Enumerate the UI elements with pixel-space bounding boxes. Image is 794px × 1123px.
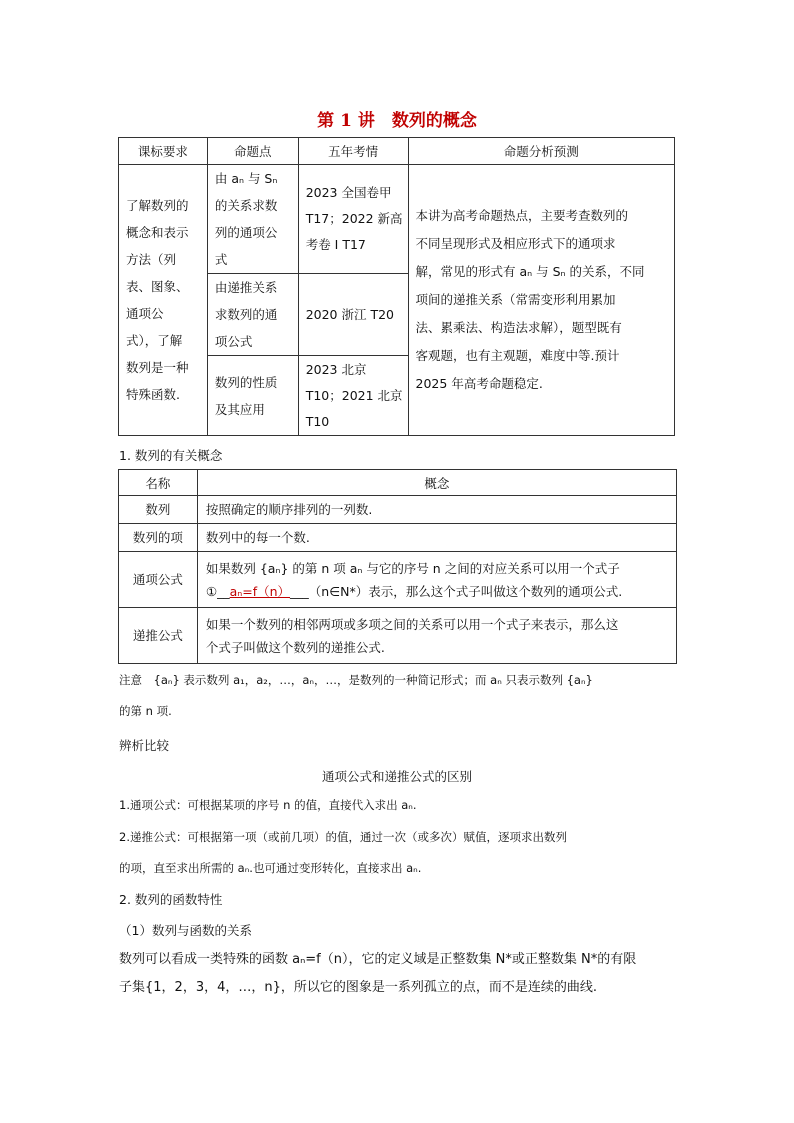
compare-item: 1.通项公式：可根据某项的序号 n 的值，直接代入求出 aₙ. [119, 798, 417, 812]
header-concept: 概念 [197, 470, 676, 496]
paragraph: 数列可以看成一类特殊的函数 aₙ=f（n），它的定义域是正整数集 N*或正整数集 N*的有限 子集{1，2，3，4，…，n}，所以它的图象是一系列孤立的点，而不是连续的曲线. [119, 952, 637, 995]
header-name: 名称 [119, 470, 198, 496]
point-cell-3: 数列的性质 及其应用 [207, 356, 298, 436]
compare-title: 通项公式和递推公式的区别 [321, 769, 472, 784]
header-requirement: 课标要求 [119, 138, 208, 165]
concept-text: 按照确定的顺序排列的一列数. [197, 496, 676, 524]
compare-item: 2.递推公式：可根据第一项（或前几项）的值，通过一次（或多次）赋值，逐项求出数列 [119, 830, 567, 844]
concept-text: 如果一个数列的相邻两项或多项之间的关系可以用一个式子来表示，那么这 个式子叫做这个数列的递推公式. [197, 608, 676, 664]
exam-cell-3: 2023 北京 T10；2021 北京 T10 [298, 356, 408, 436]
section-heading-1: 1. 数列的有关概念 [119, 448, 223, 463]
subsection-heading: （1）数列与函数的关系 [119, 923, 252, 938]
concept-name: 递推公式 [119, 608, 198, 664]
section-heading-2: 2. 数列的函数特性 [119, 892, 223, 907]
exam-cell-1: 2023 全国卷甲 T17；2022 新高 考卷 I T17 [298, 165, 408, 274]
concept-table [118, 469, 677, 664]
answer-blank: aₙ=f（n） [229, 583, 291, 599]
page-title: 第 1 讲 数列的概念 [317, 111, 477, 131]
requirement-cell: 了解数列的 概念和表示 方法（列 表、图象、 通项公 式），了解 数列是一种 特殊函数. [119, 165, 208, 436]
analysis-cell: 本讲为高考命题热点，主要考查数列的 不同呈现形式及相应形式下的通项求 解，常见的形式有 aₙ 与 Sₙ 的关系，不同 项间的递推关系（常需变形利用累加 法、累乘法、构造法求解），题型既有 客观题，也有主观题，难度中等.预计 2025 年高考命题稳定. [408, 165, 674, 436]
header-point: 命题点 [207, 138, 298, 165]
concept-name: 通项公式 [119, 552, 198, 608]
exam-cell-2: 2020 浙江 T20 [298, 274, 408, 356]
point-cell-2: 由递推关系 求数列的通 项公式 [207, 274, 298, 356]
concept-text: 数列中的每一个数. [197, 524, 676, 552]
compare-label: 辨析比较 [119, 738, 170, 753]
concept-name: 数列的项 [119, 524, 198, 552]
point-cell-1: 由 aₙ 与 Sₙ 的关系求数 列的通项公 式 [207, 165, 298, 274]
overview-table [118, 137, 675, 436]
note-line-2: 的第 n 项. [119, 704, 172, 718]
concept-text: 如果数列 {aₙ} 的第 n 项 aₙ 与它的序号 n 之间的对应关系可以用一个式子①__aₙ=f（n）___（n∈N*）表示，那么这个式子叫做这个数列的通项公式. [197, 552, 676, 608]
compare-item: 的项，直至求出所需的 aₙ.也可通过变形转化，直接求出 aₙ. [119, 861, 422, 875]
header-exam: 五年考情 [298, 138, 408, 165]
header-analysis: 命题分析预测 [408, 138, 674, 165]
note-line-1: 注意 {aₙ} 表示数列 a₁，a₂，…，aₙ，…，是数列的一种简记形式；而 aₙ 只表示数列 {aₙ} [119, 673, 593, 687]
concept-name: 数列 [119, 496, 198, 524]
